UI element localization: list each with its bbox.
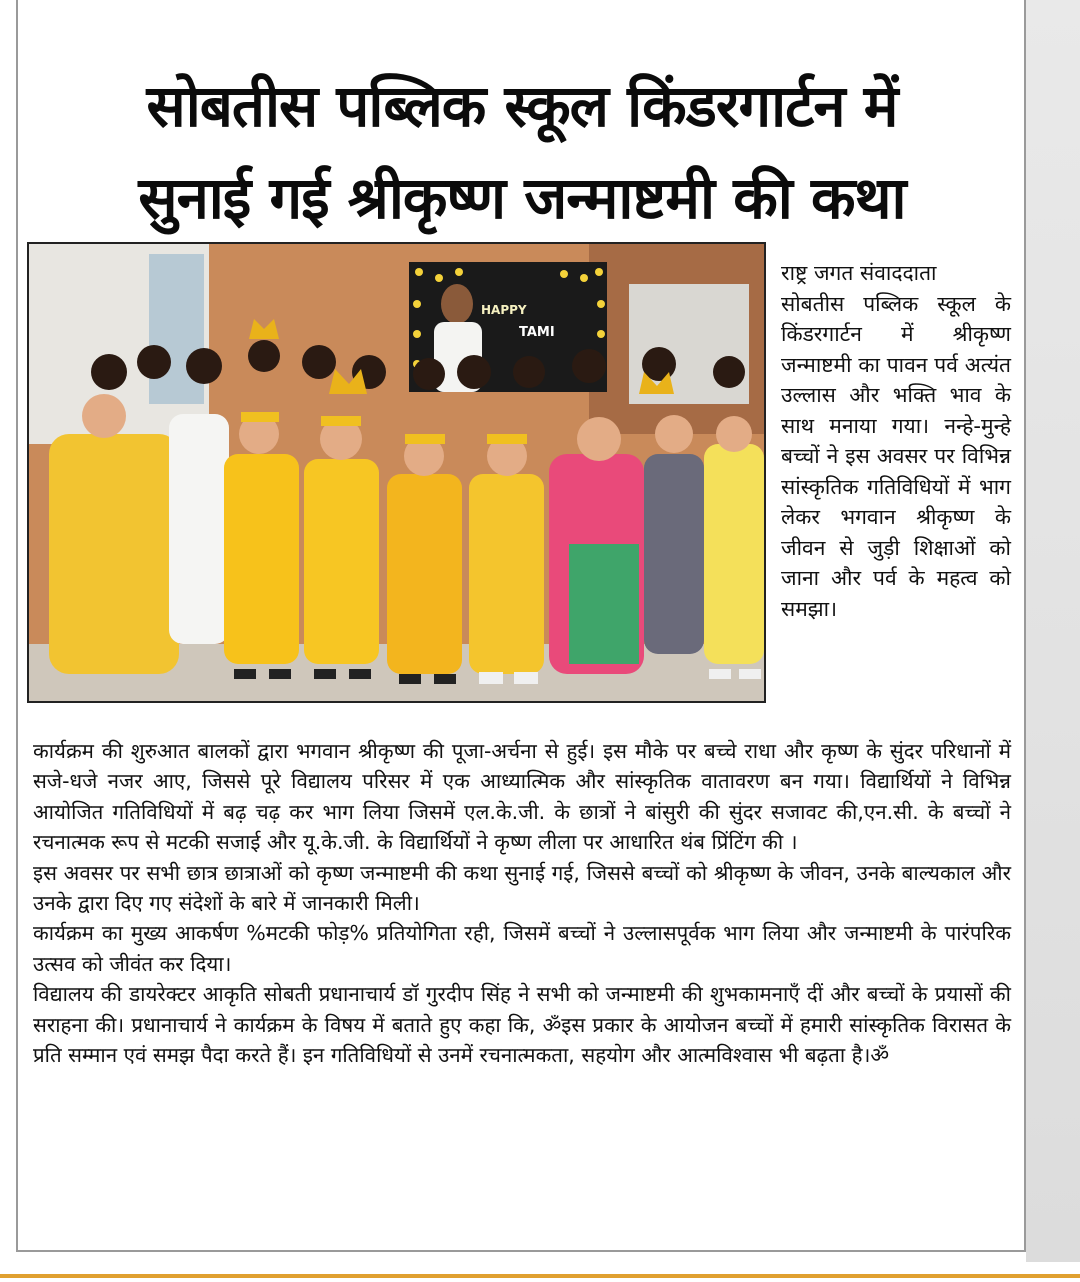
- headline-line-2: सुनाई गई श्रीकृष्ण जन्माष्टमी की कथा: [138, 164, 906, 232]
- side-column: [781, 258, 1011, 624]
- headline: [24, 60, 1020, 244]
- banner-text-1: HAPPY: [481, 303, 527, 317]
- event-photo: [27, 242, 766, 703]
- body-paragraph-1: कार्यक्रम की शुरुआत बालकों द्वारा भगवान श्रीकृष्ण की पूजा-अर्चना से हुई। इस मौके पर बच्चे राधा और कृष्ण के सुंदर परिधानों में सजे-धजे नजर आए, जिससे पूरे विद्यालय परिसर में एक आध्यात्मिक और सांस्कृतिक वातावरण बन गया। विद्यार्थियों ने विभिन्न आयोजित गतिविधियों में बढ़ चढ़ कर भाग लिया जिसमें एल.के.जी. के छात्रों ने बांसुरी की सुंदर सजावट की,एन.सी. के बच्चों ने रचनात्मक रूप से मटकी सजाई और यू.के.जी. के विद्यार्थियों ने कृष्ण लीला पर आधारित थंब प्रिंटिंग की ।: [33, 739, 1011, 855]
- body-paragraph-3: कार्यक्रम का मुख्य आकर्षण %मटकी फोड़% प्रतियोगिता रही, जिसमें बच्चों ने उल्लासपूर्वक भाग लिया और जन्माष्टमी के पारंपरिक उत्सव को जीवंत कर दिया।: [33, 921, 1011, 976]
- article-body: [33, 736, 1011, 1070]
- headline-line-1: सोबतीस पब्लिक स्कूल किंडरगार्टन में: [146, 72, 898, 140]
- body-paragraph-2: इस अवसर पर सभी छात्र छात्राओं को कृष्ण जन्माष्टमी की कथा सुनाई गई, जिससे बच्चों को श्रीकृष्ण के जीवन, उनके बाल्यकाल और उनके द्वारा दिए गए संदेशों के बारे में जानकारी मिली।: [33, 860, 1011, 916]
- banner-text-2: TAMI: [519, 325, 555, 340]
- background-strip: [1026, 0, 1080, 1262]
- bottom-band: [0, 1262, 1080, 1282]
- byline: राष्ट्र जगत संवाददाता: [781, 261, 937, 285]
- intro-paragraph: सोबतीस पब्लिक स्कूल के किंडरगार्टन में श्रीकृष्ण जन्माष्टमी का पावन पर्व अत्यंत उल्लास और भक्ति भाव के साथ मनाया गया। नन्हे-मुन्हे बच्चों ने इस अवसर पर विभिन्न सांस्कृतिक गतिविधियों में भाग लेकर भगवान श्रीकृष्ण के जीवन से जुड़ी शिक्षाओं को जाना और पर्व के महत्व को समझा।: [781, 291, 1011, 621]
- body-paragraph-4: विद्यालय की डायरेक्टर आकृति सोबती प्रधानाचार्य डॉ गुरदीप सिंह ने सभी को जन्माष्टमी की शुभकामनाएँ दीं और बच्चों के प्रयासों की सराहना की। प्रधानाचार्य ने कार्यक्रम के विषय में बताते हुए कहा कि, ॐइस प्रकार के आयोजन बच्चों में हमारी सांस्कृतिक विरासत के प्रति सम्मान एवं समझ पैदा करते हैं। इन गतिविधियों से उनमें रचनात्मकता, सहयोग और आत्मविश्वास भी बढ़ता है।ॐ: [33, 982, 1011, 1068]
